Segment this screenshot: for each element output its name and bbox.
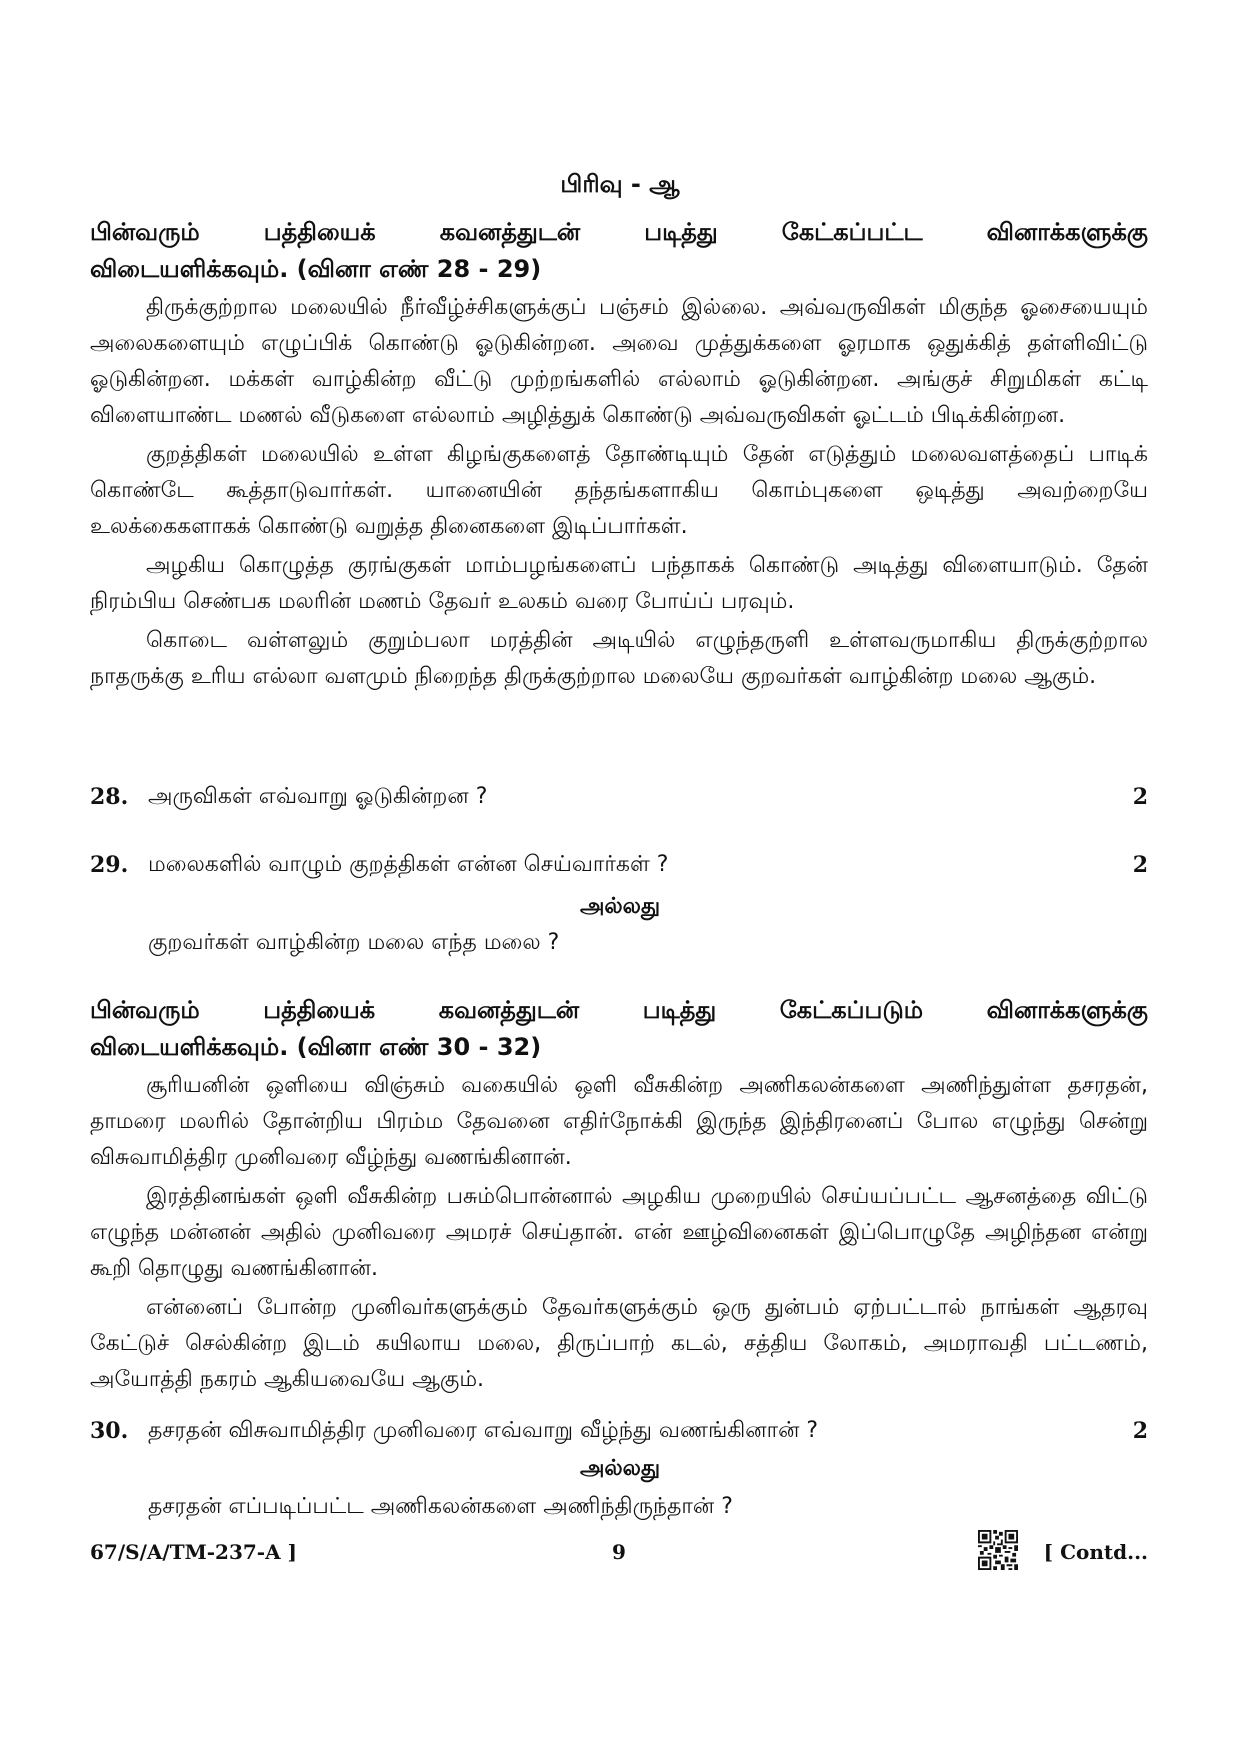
instruction-line: விடையளிக்கவும். (வினா எண் 28 - 29) — [90, 255, 542, 283]
question-marks: 2 — [1132, 784, 1148, 810]
instruction-line: விடையளிக்கவும். (வினா எண் 30 - 32) — [90, 1033, 542, 1061]
passage-paragraph: திருக்குற்றால மலையில் நீர்வீழ்ச்சிகளுக்குப் பஞ்சம் இல்லை. அவ்வருவிகள் மிகுந்த ஓசையையும் அலைகளையும் எழுப்பிக் கொண்டு ஓடுகின்றன. அவை முத்துக்களை ஓரமாக ஒதுக்கித் தள்ளிவிட்டு ஓடுகின்றன. மக்கள் வாழ்கின்ற வீட்டு முற்றங்களில் எல்லாம் ஓடுகின்றன. அங்குச் சிறுமிகள் கட்டி விளையாண்ட மணல் வீடுகளை எல்லாம் அழித்துக் கொண்டு அவ்வருவிகள் ஓட்டம் பிடிக்கின்றன. — [90, 295, 1149, 428]
question-marks: 2 — [1132, 1418, 1148, 1444]
or-separator: அல்லது — [579, 1456, 661, 1481]
passage-paragraph: அழகிய கொழுத்த குரங்குகள் மாம்பழங்களைப் பந்தாகக் கொண்டு அடித்து விளையாடும். தேன் நிரம்பிய செண்பக மலரின் மணம் தேவர் உலகம் வரை போய்ப் பரவும். — [90, 553, 1148, 614]
passage-part1 — [90, 290, 1148, 698]
section-title: பிரிவு - ஆ — [560, 170, 680, 198]
question-text: மலைகளில் வாழும் குறத்திகள் என்ன செய்வார்கள் ? — [148, 852, 669, 877]
passage-paragraph: கொடை வள்ளலும் குறும்பலா மரத்தின் அடியில் எழுந்தருளி உள்ளவருமாகிய திருக்குற்றால நாதருக்கு உரிய எல்லா வளமும் நிறைந்த திருக்குற்றால மலையே குறவர்கள் வாழ்கின்ற மலை ஆகும். — [90, 628, 1148, 689]
instruction-line: பின்வரும் பத்தியைக் கவனத்துடன் படித்து கேட்கப்படும் வினாக்களுக்கு — [90, 996, 1148, 1024]
paper-code: 67/S/A/TM-237-A ] — [90, 1540, 298, 1564]
passage-part2 — [90, 1068, 1148, 1401]
page-footer — [90, 1540, 1148, 1580]
question-marks: 2 — [1132, 852, 1148, 878]
question-number: 28. — [90, 784, 129, 810]
alternative-question: குறவர்கள் வாழ்கின்ற மலை எந்த மலை ? — [148, 930, 560, 955]
question-number: 30. — [90, 1418, 129, 1444]
instruction-part2 — [90, 992, 1148, 1066]
question-number: 29. — [90, 852, 129, 878]
page-number: 9 — [612, 1540, 626, 1564]
passage-paragraph: இரத்தினங்கள் ஒளி வீசுகின்ற பசும்பொன்னால் அழகிய முறையில் செய்யப்பட்ட ஆசனத்தை விட்டு எழுந்த மன்னன் அதில் முனிவரை அமரச் செய்தான். என் ஊழ்வினைகள் இப்பொழுதே அழிந்தன என்று கூறி தொழுது வணங்கினான். — [90, 1184, 1148, 1281]
passage-paragraph: என்னைப் போன்ற முனிவர்களுக்கும் தேவர்களுக்கும் ஒரு துன்பம் ஏற்பட்டால் நாங்கள் ஆதரவு கேட்டுச் செல்கின்ற இடம் கயிலாய மலை, திருப்பாற் கடல், சத்திய லோகம், அமராவதி பட்டணம், அயோத்தி நகரம் ஆகியவையே ஆகும். — [90, 1295, 1148, 1392]
passage-paragraph: சூரியனின் ஒளியை விஞ்சும் வகையில் ஒளி வீசுகின்ற அணிகலன்களை அணிந்துள்ள தசரதன், தாமரை மலரில் தோன்றிய பிரம்ம தேவனை எதிர்நோக்கி இருந்த இந்திரனைப் போல எழுந்து சென்று விசுவாமித்திர முனிவரை வீழ்ந்து வணங்கினான். — [90, 1073, 1148, 1170]
question-text: அருவிகள் எவ்வாறு ஓடுகின்றன ? — [148, 784, 488, 809]
instruction-part1 — [90, 214, 1148, 288]
or-separator: அல்லது — [579, 894, 661, 919]
continued-label: [ Contd... — [1043, 1540, 1148, 1564]
question-text: தசரதன் விசுவாமித்திர முனிவரை எவ்வாறு வீழ்ந்து வணங்கினான் ? — [148, 1418, 819, 1443]
alternative-question: தசரதன் எப்படிப்பட்ட அணிகலன்களை அணிந்திருந்தான் ? — [148, 1494, 733, 1519]
passage-paragraph: குறத்திகள் மலையில் உள்ள கிழங்குகளைத் தோண்டியும் தேன் எடுத்தும் மலைவளத்தைப் பாடிக் கொண்டே கூத்தாடுவார்கள். யானையின் தந்தங்களாகிய கொம்புகளை ஒடித்து அவற்றையே உலக்கைகளாகக் கொண்டு வறுத்த தினைகளை இடிப்பார்கள். — [90, 442, 1148, 539]
instruction-line: பின்வரும் பத்தியைக் கவனத்துடன் படித்து கேட்கப்பட்ட வினாக்களுக்கு — [90, 218, 1148, 246]
qr-code-icon — [978, 1530, 1018, 1570]
